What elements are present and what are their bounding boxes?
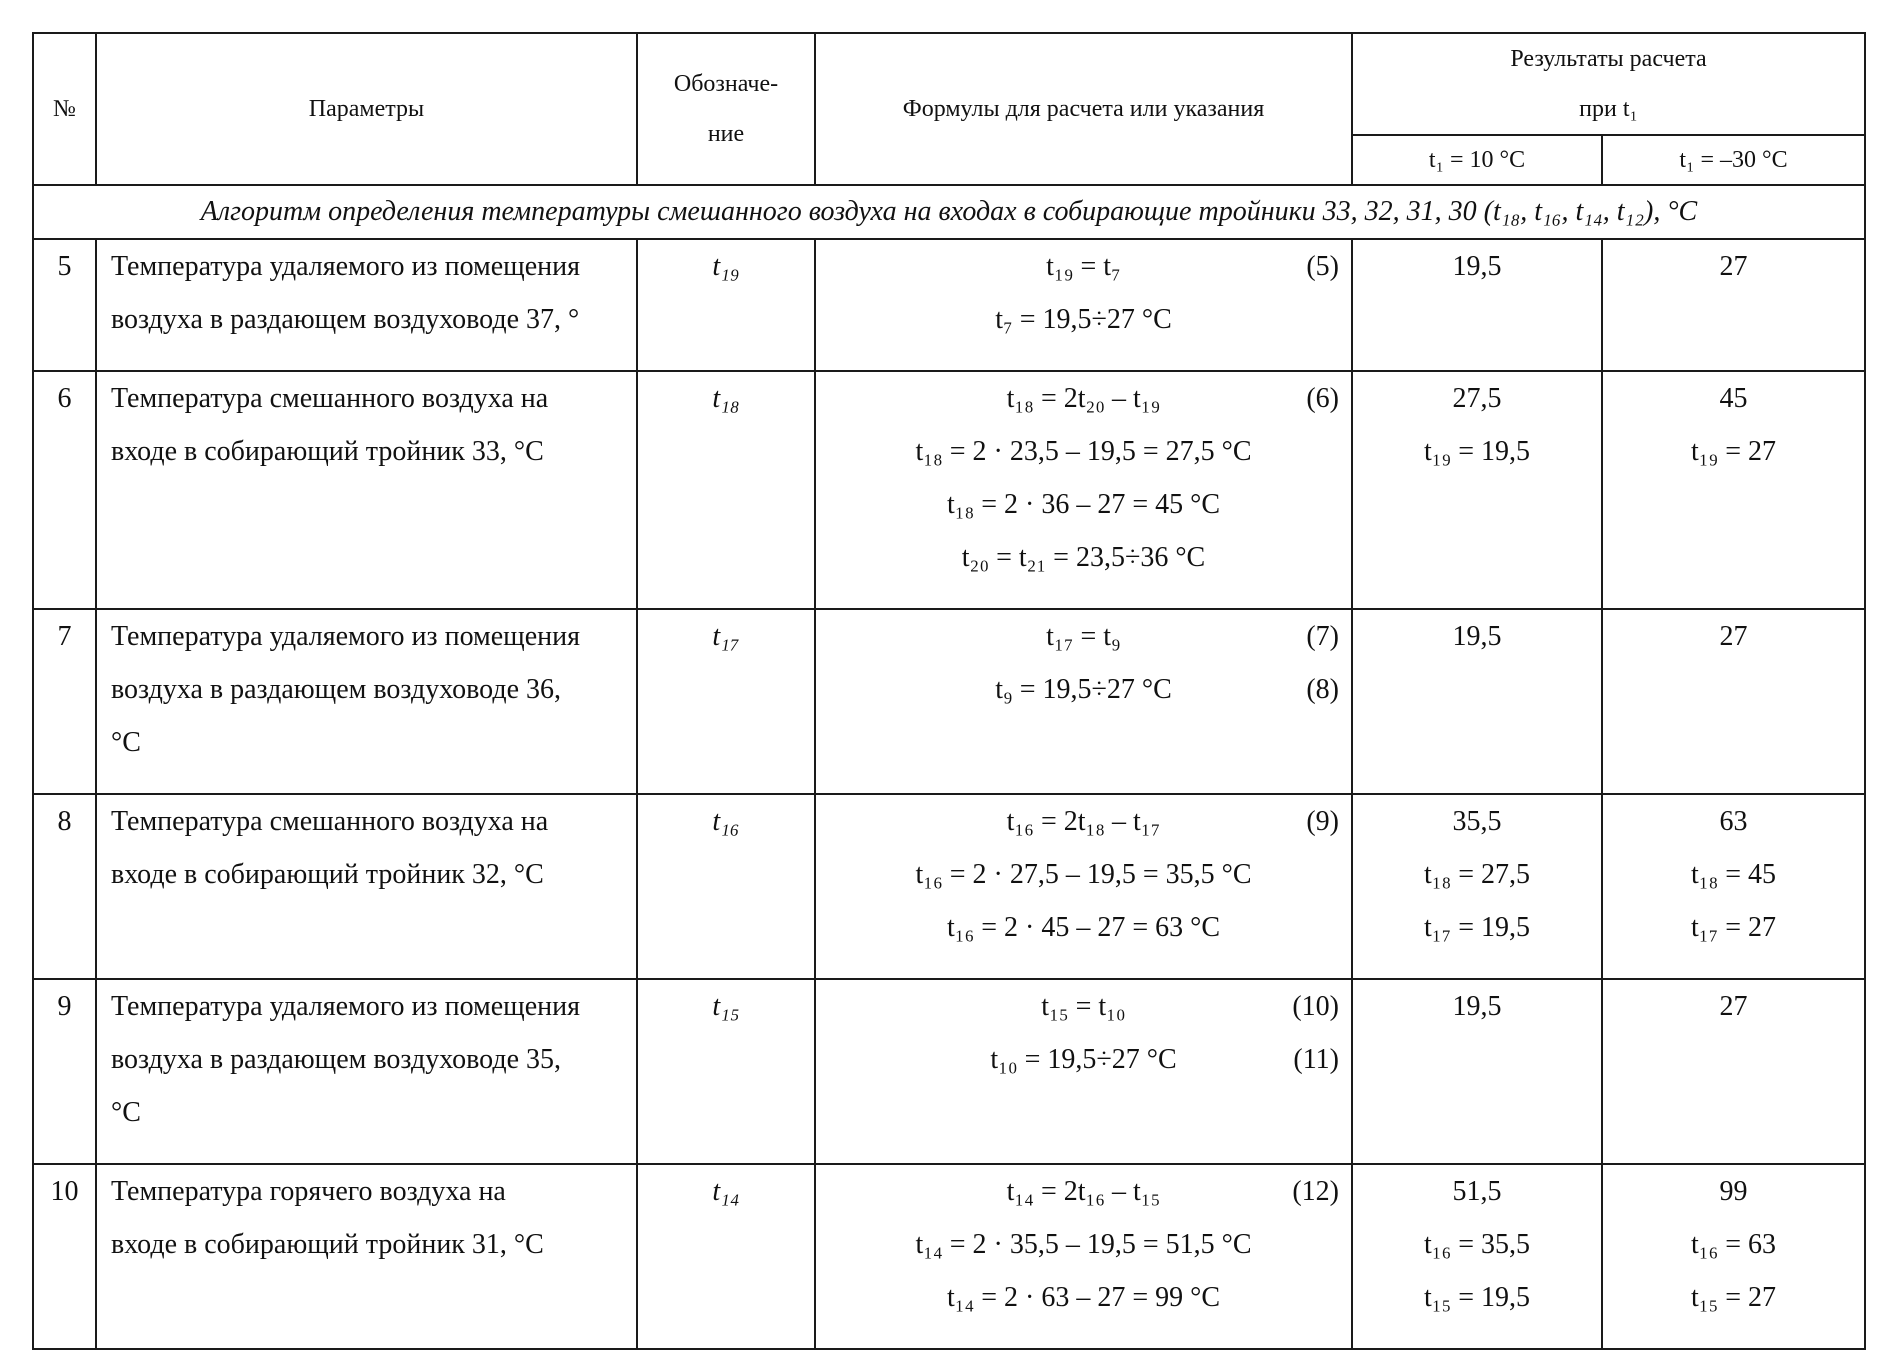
- formula-text: t₁₄ = 2 · 63 – 27 = 99 °C: [946, 1282, 1221, 1313]
- parameter-line: °C: [111, 1097, 141, 1128]
- equation-number: (5): [1306, 251, 1339, 282]
- result-value: t₁₈ = 27,5: [1423, 859, 1531, 890]
- result-tm30-cell: [1602, 371, 1865, 609]
- table-row: [33, 609, 1865, 794]
- formula-text: t₁₈ = 2 · 23,5 – 19,5 = 27,5 °C: [915, 436, 1252, 467]
- parameter-cell: [96, 239, 637, 371]
- result-value: 27: [1719, 251, 1748, 282]
- formula-line: [816, 1271, 1351, 1324]
- row-number: 7: [33, 609, 96, 794]
- header-formulas: Формулы для расчета или указания: [815, 33, 1352, 185]
- header-results-line2: при t₁: [1579, 96, 1638, 122]
- parameter-line: Температура удаляемого из помещения: [111, 621, 581, 652]
- result-value: t₁₅ = 27: [1690, 1282, 1777, 1313]
- result-value: t₁₉ = 19,5: [1423, 436, 1531, 467]
- row-number: 9: [33, 979, 96, 1164]
- equation-number: (12): [1292, 1176, 1339, 1207]
- result-value: 27: [1719, 621, 1748, 652]
- table-row: [33, 371, 1865, 609]
- parameter-line: входе в собирающий тройник 33, °C: [111, 436, 544, 467]
- formula-line: [816, 795, 1351, 848]
- section-row: [33, 185, 1865, 239]
- formula-cell: [815, 794, 1352, 979]
- parameter-line: Температура смешанного воздуха на: [111, 806, 549, 837]
- result-value: 27: [1719, 991, 1748, 1022]
- designation-cell: t₁₉: [637, 239, 815, 371]
- formula-line: [816, 293, 1351, 346]
- formula-text: t₁₇ = t₉: [1046, 621, 1121, 652]
- row-number: 8: [33, 794, 96, 979]
- table-body: [33, 239, 1865, 1349]
- parameter-cell: [96, 979, 637, 1164]
- formula-line: [816, 1165, 1351, 1218]
- header-row: [33, 33, 1865, 135]
- designation-cell: t₁₈: [637, 371, 815, 609]
- formula-line: [816, 1218, 1351, 1271]
- designation-cell: t₁₅: [637, 979, 815, 1164]
- formula-line: [816, 610, 1351, 663]
- parameter-line: Температура удаляемого из помещения: [111, 991, 581, 1022]
- parameter-cell: [96, 609, 637, 794]
- designation-cell: t₁₆: [637, 794, 815, 979]
- header-num: №: [33, 33, 96, 185]
- header-col-tm30: t₁ = –30 °C: [1602, 135, 1865, 185]
- formula-cell: [815, 979, 1352, 1164]
- formula-text: t₁₆ = 2 · 27,5 – 19,5 = 35,5 °C: [915, 859, 1252, 890]
- formula-text: t₉ = 19,5÷27 °C: [995, 674, 1172, 705]
- parameter-line: воздуха в раздающем воздуховоде 35,: [111, 1044, 562, 1075]
- result-value: t₁₆ = 35,5: [1423, 1229, 1531, 1260]
- result-value: t₁₆ = 63: [1690, 1229, 1777, 1260]
- formula-line: [816, 663, 1351, 716]
- result-value: 19,5: [1452, 621, 1502, 652]
- header-params: Параметры: [96, 33, 637, 185]
- table-row: [33, 794, 1865, 979]
- formula-text: t₁₉ = t₇: [1046, 251, 1121, 282]
- row-number: 6: [33, 371, 96, 609]
- parameter-line: воздуха в раздающем воздуховоде 36,: [111, 674, 562, 705]
- result-value: 19,5: [1452, 991, 1502, 1022]
- equation-number: (9): [1306, 806, 1339, 837]
- equation-number: (7): [1306, 621, 1339, 652]
- formula-text: t₁₀ = 19,5÷27 °C: [990, 1044, 1177, 1075]
- result-tm30-cell: [1602, 794, 1865, 979]
- parameter-cell: [96, 794, 637, 979]
- formula-text: t₁₅ = t₁₀: [1041, 991, 1126, 1022]
- formula-text: t₁₄ = 2t₁₆ – t₁₅: [1006, 1176, 1161, 1207]
- row-number: 5: [33, 239, 96, 371]
- result-tm30-cell: [1602, 979, 1865, 1164]
- formula-line: [816, 901, 1351, 954]
- formula-cell: [815, 609, 1352, 794]
- result-value: 99: [1719, 1176, 1748, 1207]
- formula-cell: [815, 239, 1352, 371]
- header-results-line1: Результаты расчета: [1510, 46, 1707, 72]
- formula-cell: [815, 371, 1352, 609]
- result-t10-cell: [1352, 371, 1602, 609]
- result-value: t₁₇ = 19,5: [1423, 912, 1531, 943]
- formula-line: [816, 372, 1351, 425]
- formula-text: t₁₄ = 2 · 35,5 – 19,5 = 51,5 °C: [915, 1229, 1252, 1260]
- result-value: t₁₅ = 19,5: [1423, 1282, 1531, 1313]
- header-designation-line1: Обозначе-: [673, 71, 779, 97]
- formula-text: t₂₀ = t₂₁ = 23,5÷36 °C: [961, 542, 1206, 573]
- parameter-cell: [96, 1164, 637, 1349]
- formula-text: t₁₆ = 2t₁₈ – t₁₇: [1006, 806, 1161, 837]
- parameter-line: Температура горячего воздуха на: [111, 1176, 506, 1207]
- result-t10-cell: [1352, 1164, 1602, 1349]
- formula-line: [816, 240, 1351, 293]
- result-tm30-cell: [1602, 239, 1865, 371]
- formula-line: [816, 1033, 1351, 1086]
- result-value: 35,5: [1452, 806, 1502, 837]
- parameter-line: входе в собирающий тройник 32, °C: [111, 859, 544, 890]
- section-title: Алгоритм определения температуры смешанного воздуха на входах в собирающие тройники 33, 32, 31, 30 (t₁₈, t₁₆, t₁₄, t₁₂), °C: [33, 185, 1865, 239]
- equation-number: (10): [1292, 991, 1339, 1022]
- result-value: t₁₇ = 27: [1690, 912, 1777, 943]
- result-t10-cell: [1352, 609, 1602, 794]
- result-tm30-cell: [1602, 609, 1865, 794]
- designation-cell: t₁₇: [637, 609, 815, 794]
- table-row: [33, 239, 1865, 371]
- table-row: [33, 979, 1865, 1164]
- result-value: 19,5: [1452, 251, 1502, 282]
- header-results: [1352, 33, 1865, 135]
- parameter-cell: [96, 371, 637, 609]
- table-row: [33, 1164, 1865, 1349]
- result-value: t₁₈ = 45: [1690, 859, 1777, 890]
- equation-number: (11): [1293, 1044, 1339, 1075]
- formula-line: [816, 980, 1351, 1033]
- result-value: t₁₉ = 27: [1690, 436, 1777, 467]
- formula-line: [816, 531, 1351, 584]
- formula-text: t₁₆ = 2 · 45 – 27 = 63 °C: [946, 912, 1221, 943]
- parameter-line: воздуха в раздающем воздуховоде 37, °: [111, 304, 580, 335]
- equation-number: (6): [1306, 383, 1339, 414]
- header-designation: [637, 33, 815, 185]
- formula-text: t₁₈ = 2 · 36 – 27 = 45 °C: [946, 489, 1221, 520]
- result-tm30-cell: [1602, 1164, 1865, 1349]
- result-value: 27,5: [1452, 383, 1502, 414]
- formula-line: [816, 478, 1351, 531]
- result-t10-cell: [1352, 979, 1602, 1164]
- parameter-line: °C: [111, 727, 141, 758]
- header-designation-line2: ние: [707, 121, 745, 147]
- formula-line: [816, 425, 1351, 478]
- row-number: 10: [33, 1164, 96, 1349]
- equation-number: (8): [1306, 674, 1339, 705]
- header-col-t10: t₁ = 10 °C: [1352, 135, 1602, 185]
- result-t10-cell: [1352, 239, 1602, 371]
- result-value: 45: [1719, 383, 1748, 414]
- designation-cell: t₁₄: [637, 1164, 815, 1349]
- formula-line: [816, 848, 1351, 901]
- result-value: 51,5: [1452, 1176, 1502, 1207]
- parameter-line: Температура смешанного воздуха на: [111, 383, 549, 414]
- result-value: 63: [1719, 806, 1748, 837]
- calculation-table: [32, 32, 1866, 1350]
- result-t10-cell: [1352, 794, 1602, 979]
- formula-cell: [815, 1164, 1352, 1349]
- parameter-line: Температура удаляемого из помещения: [111, 251, 581, 282]
- parameter-line: входе в собирающий тройник 31, °C: [111, 1229, 544, 1260]
- formula-text: t₇ = 19,5÷27 °C: [995, 304, 1172, 335]
- formula-text: t₁₈ = 2t₂₀ – t₁₉: [1006, 383, 1161, 414]
